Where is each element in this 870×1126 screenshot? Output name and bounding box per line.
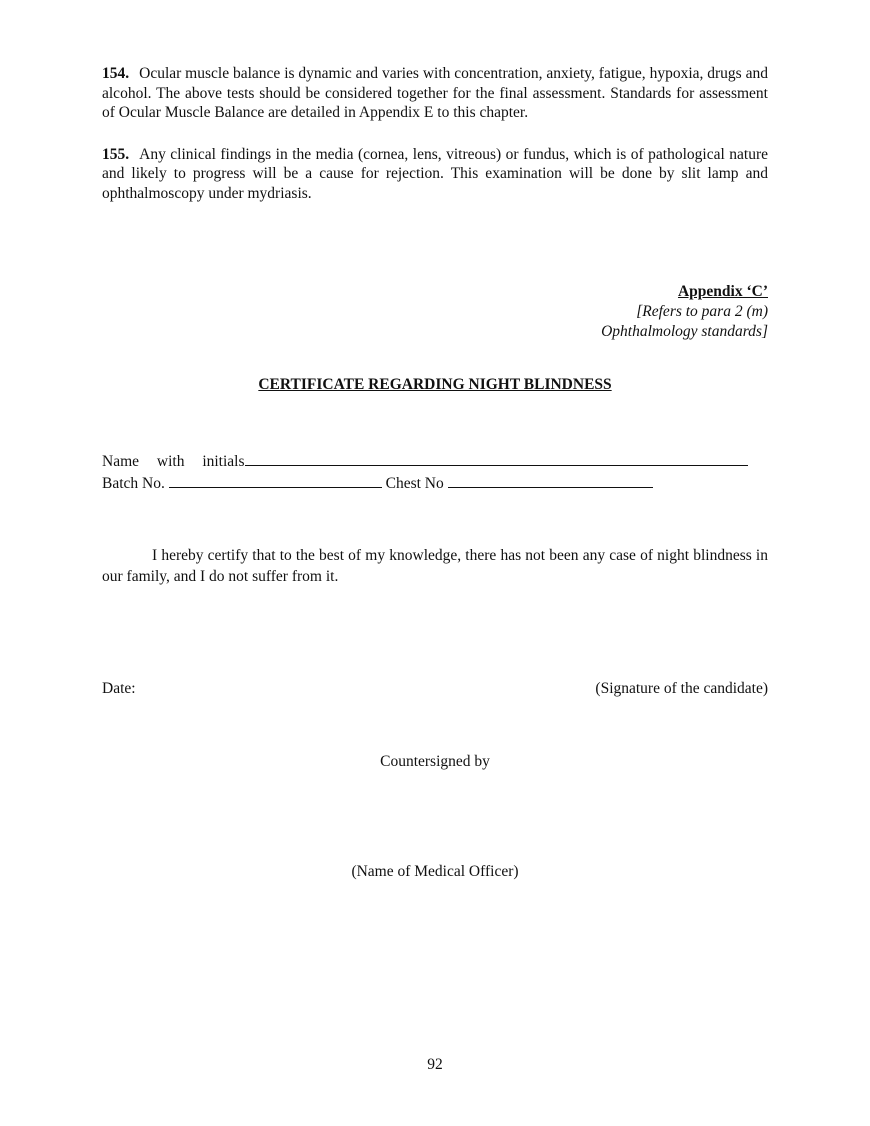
appendix-reference-line-2: Ophthalmology standards] <box>601 323 768 340</box>
appendix-title: Appendix ‘C’ <box>677 283 768 300</box>
batch-blank-line[interactable] <box>169 473 382 488</box>
declaration-text: I hereby certify that to the best of my knowledge, there has not been any case of night blindness in our family, and I do not suffer from it. <box>102 547 768 585</box>
name-label: Name with initials <box>102 453 245 470</box>
batch-label: Batch No. <box>102 475 165 492</box>
countersigned-label: Countersigned by <box>380 753 490 770</box>
chest-label: Chest No <box>385 475 444 492</box>
appendix-reference-line-1: [Refers to para 2 (m) <box>636 303 768 320</box>
paragraph-154 <box>102 64 768 123</box>
paragraph-number: 154. <box>102 65 130 82</box>
certificate-title: CERTIFICATE REGARDING NIGHT BLINDNESS <box>258 376 612 393</box>
paragraph-number: 155. <box>102 145 130 163</box>
paragraph-text: Any clinical findings in the media (cornea, lens, vitreous) or fundus, which is of pathological nature and likely to progress will be a cause for rejection. This examination will be done by slit lamp and ophthalmoscopy under mydriasis. <box>102 145 768 202</box>
page-number: 92 <box>427 1056 443 1073</box>
name-field-row <box>102 451 768 471</box>
appendix-heading <box>601 282 768 342</box>
paragraph-155 <box>102 145 768 204</box>
date-label: Date: <box>102 680 136 697</box>
medical-officer-label: (Name of Medical Officer) <box>351 863 519 880</box>
chest-blank-line[interactable] <box>448 473 653 488</box>
paragraph-text: Ocular muscle balance is dynamic and varies with concentration, anxiety, fatigue, hypoxia, drugs and alcohol. The above tests should be considered together for the final assessment. Standards for assessment of Ocular Muscle Balance are detailed in Appendix E to this chapter. <box>102 65 768 121</box>
document-page <box>102 64 768 1073</box>
name-blank-line[interactable] <box>245 451 748 466</box>
batch-field-row <box>102 473 768 493</box>
signature-label: (Signature of the candidate) <box>595 680 768 697</box>
